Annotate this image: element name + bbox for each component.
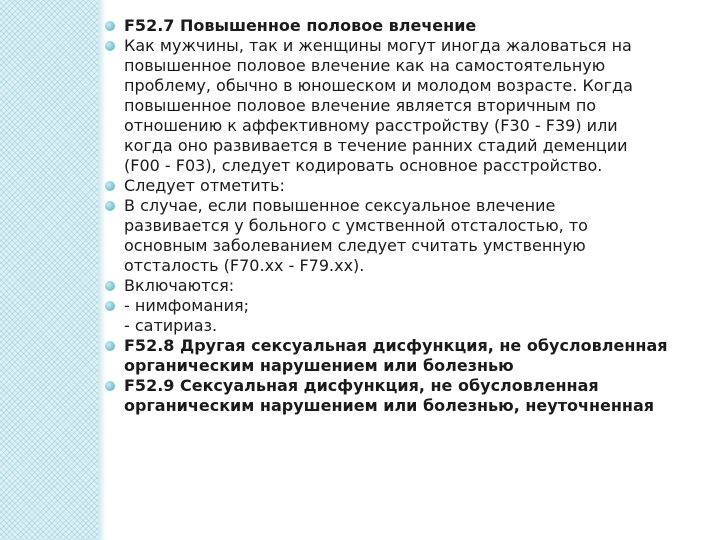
bullet-item-retardation — [104, 196, 704, 276]
slide-content — [104, 16, 704, 416]
bullet-line: проблему, обычно в юношеском и молодом возрасте. Когда — [124, 76, 633, 95]
bullet-item-includes — [104, 276, 704, 296]
bullet-item-f52-9 — [104, 376, 704, 416]
bullet-line: Как мужчины, так и женщины могут иногда жаловаться на — [124, 36, 632, 55]
circle-bullet-icon — [105, 201, 115, 211]
bullet-line: повышенное половое влечение как на самостоятельную — [124, 56, 606, 75]
circle-bullet-icon — [105, 281, 115, 291]
bullet-line: органическим нарушением или болезнью — [124, 356, 514, 375]
bullet-line: когда оно развивается в течение ранних стадий деменции — [124, 136, 628, 155]
bullet-line: повышенное половое влечение является вторичным по — [124, 96, 597, 115]
bullet-line: - нимфомания; — [124, 296, 250, 315]
bullet-item-description — [104, 36, 704, 176]
bullet-line: (F00 - F03), следует кодировать основное расстройство. — [124, 156, 603, 175]
bullet-line: F52.7 Повышенное половое влечение — [124, 16, 477, 35]
bullet-item-f52-7 — [104, 16, 704, 36]
bullet-line: Включаются: — [124, 276, 235, 295]
bullet-line: отношению к аффективному расстройству (F30 - F39) или — [124, 116, 618, 135]
bullet-line: F52.8 Другая сексуальная дисфункция, не обусловленная — [124, 336, 668, 355]
bullet-line: Следует отметить: — [124, 176, 285, 195]
bullet-line: органическим нарушением или болезнью, неуточненная — [124, 396, 655, 415]
bullet-item-f52-8 — [104, 336, 704, 376]
bullet-line: - сатириаз. — [124, 316, 218, 335]
bullet-line: В случае, если повышенное сексуальное влечение — [124, 196, 556, 215]
bullet-line: F52.9 Сексуальная дисфункция, не обусловленная — [124, 376, 599, 395]
circle-bullet-icon — [105, 301, 115, 311]
circle-bullet-icon — [105, 381, 115, 391]
bullet-line: развивается у больного с умственной отсталостью, то — [124, 216, 588, 235]
circle-bullet-icon — [105, 21, 115, 31]
bullet-list — [104, 16, 704, 416]
bullet-item-note — [104, 176, 704, 196]
circle-bullet-icon — [105, 181, 115, 191]
bullet-line: отсталость (F70.xx - F79.xx). — [124, 256, 365, 275]
side-decor-panel — [0, 0, 98, 540]
bullet-item-nymphomania — [104, 296, 704, 336]
circle-bullet-icon — [105, 41, 115, 51]
bullet-line: основным заболеванием следует считать умственную — [124, 236, 586, 255]
circle-bullet-icon — [105, 341, 115, 351]
